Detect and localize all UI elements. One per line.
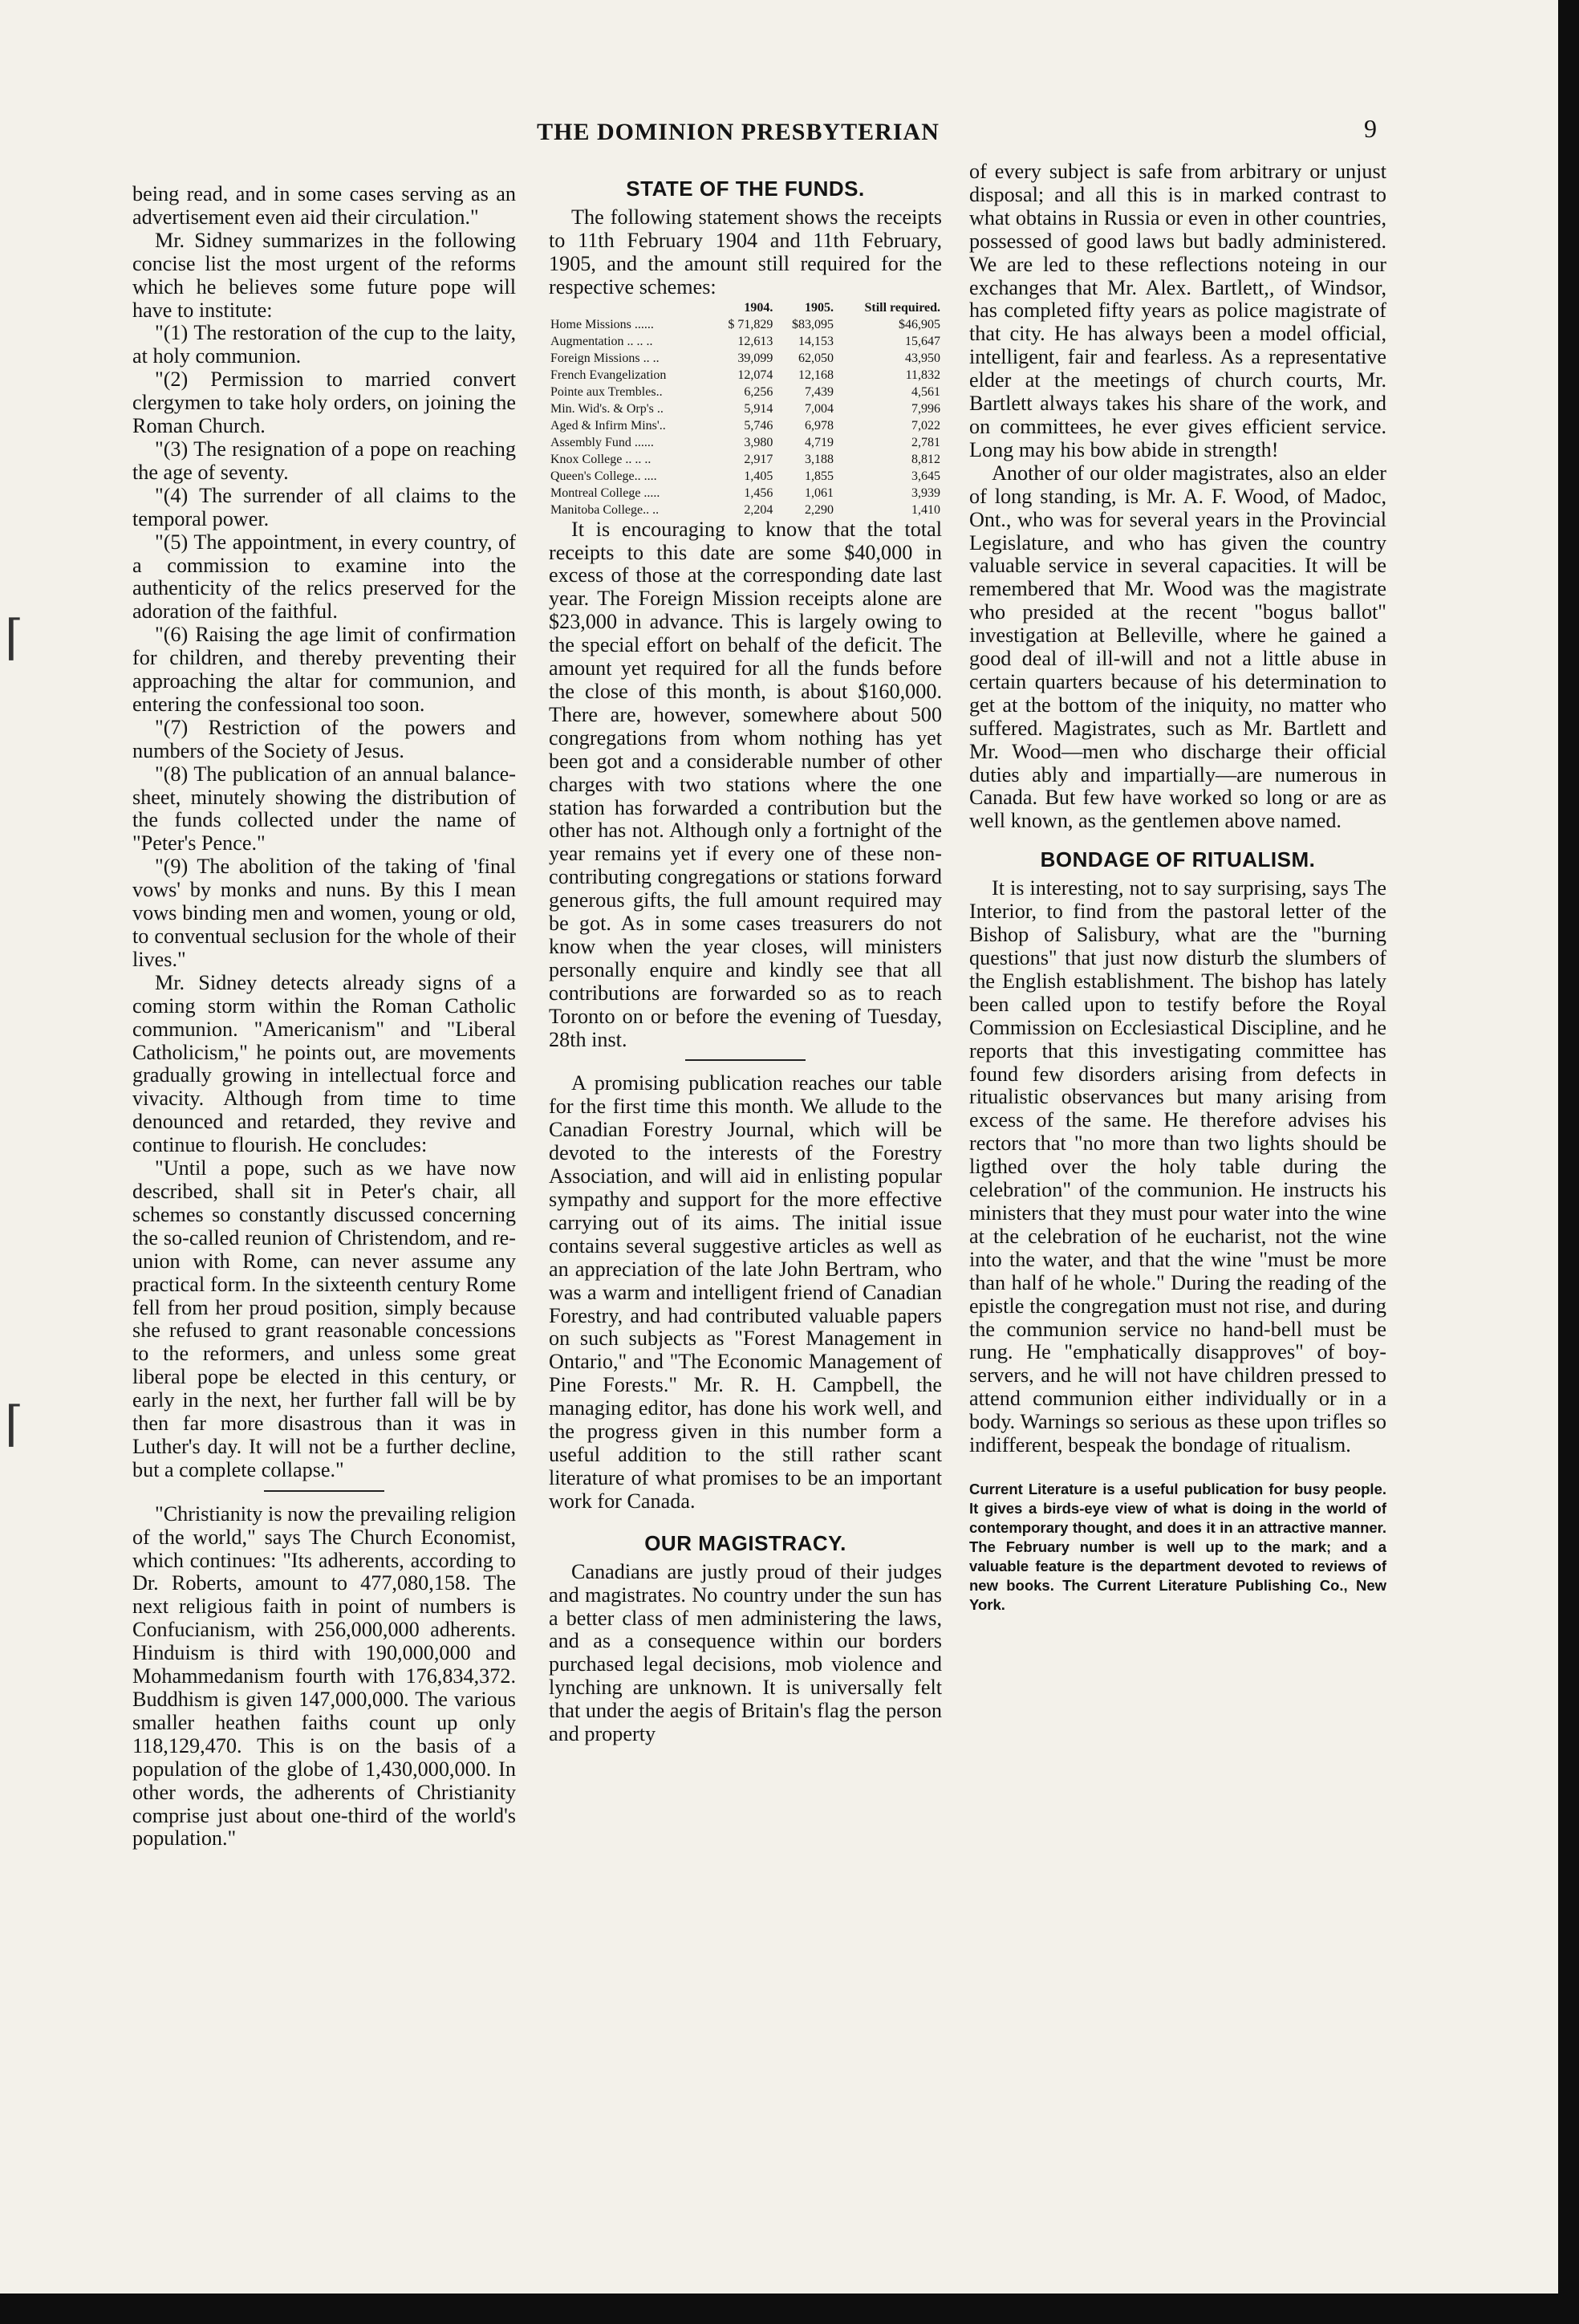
col1-list-item: "(7) Restriction of the powers and numbers of the Society of Jesus. <box>132 715 516 762</box>
col1-list-item: "(9) The abolition of the taking of 'final vows' by monks and nuns. By this I mean vows binding men and women, young or old, to conventual seclusion for the whole of their lives." <box>132 855 516 971</box>
fund-amount-cell: 7,022 <box>911 418 940 433</box>
fund-amount-cell: 1,855 <box>804 469 834 483</box>
fund-amount-cell: 5,914 <box>744 401 773 416</box>
fund-name-cell: Min. Wid's. & Orp's .. <box>550 401 664 416</box>
fund-amount-cell: $ 71,829 <box>728 317 773 331</box>
col2-paragraph: Canadians are justly proud of their judges and magistrates. No country under the sun has a better class of men administering the laws, and as a consequence within our borders purchased legal decisions, mob violence and lynching are unknown. It is universally felt that under the aegis of Britain's flag the person and property <box>549 1559 942 1746</box>
col1-paragraph: "Christianity is now the prevailing religion of the world," says The Church Economist, which continues: "Its adherents, according to Dr. Roberts, amount to 477,080,158. The next religious faith in point of numbers is Confucianism, with 256,000,000 adherents. Hinduism is third with 190,000,000 and Mohammedanism fourth with 176,834,372. Buddhism is given 147,000,000. The various smaller heathen faiths count up only 118,129,470. This is on the basis of a population of the globe of 1,430,000,000. In other words, the adherents of Christianity comprise just about one-third of the world's population." <box>132 1501 516 1851</box>
fund-amount-cell: 4,561 <box>911 384 940 399</box>
col1-quote: "Until a pope, such as we have now described, shall sit in Peter's chair, all schemes so constantly discussed concerning the so-called reunion of Christendom, and re-union with Rome, can never assume any practical form. In the sixteenth century Rome fell from her proud position, simply because she refused to grant reasonable concessions to the reformers, and unless some great liberal pope be elected in this century, or early in the next, her further fall will be by then far more disastrous than it was in Luther's day. It will not be a further decline, but a complete collapse." <box>132 1156 516 1481</box>
fund-amount-cell: $83,095 <box>791 317 834 331</box>
margin-mark-top: ⌈ <box>5 611 24 664</box>
funds-table-row <box>549 502 942 518</box>
fund-name-cell: Pointe aux Trembles.. <box>550 384 663 399</box>
funds-table-header <box>549 299 942 316</box>
fund-amount-cell: 5,746 <box>744 418 773 433</box>
col1-list-item: "(8) The publication of an annual balance-sheet, minutely showing the distribution of the funds collected under the name of "Peter's Pence." <box>132 762 516 855</box>
fund-amount-cell: 43,950 <box>905 351 940 365</box>
funds-header-cell <box>549 299 709 316</box>
funds-table-row <box>549 333 942 350</box>
funds-table-row <box>549 417 942 434</box>
funds-intro: The following statement shows the receipts to 11th February 1904 and 11th February, 1905, and the amount still required for the respective schemes: <box>549 205 942 299</box>
funds-table <box>549 299 942 518</box>
funds-table-row <box>549 384 942 400</box>
fund-amount-cell: 8,812 <box>911 452 940 466</box>
masthead-title: THE DOMINION PRESBYTERIAN <box>537 119 940 145</box>
fund-amount-cell: 3,980 <box>744 435 773 449</box>
fund-amount-cell: 7,996 <box>911 401 940 416</box>
fund-amount-cell: 11,832 <box>905 368 940 382</box>
margin-mark-bottom: ⌈ <box>5 1398 24 1451</box>
fund-amount-cell: 39,099 <box>737 351 773 365</box>
section-divider <box>264 1490 384 1492</box>
fund-amount-cell: 2,917 <box>744 452 773 466</box>
fund-amount-cell: 3,645 <box>911 469 940 483</box>
funds-header-cell: 1905. <box>804 300 834 315</box>
funds-header-cell: Still required. <box>864 300 940 315</box>
fund-amount-cell: 3,188 <box>804 452 834 466</box>
funds-table-row <box>549 485 942 502</box>
heading-bondage-of-ritualism: BONDAGE OF RITUALISM. <box>1040 847 1316 872</box>
funds-table-row <box>549 434 942 451</box>
funds-table-row <box>549 451 942 468</box>
fund-name-cell: Queen's College.. .... <box>550 469 657 483</box>
section-divider <box>685 1059 806 1061</box>
funds-table-row <box>549 400 942 417</box>
col1-paragraph: Mr. Sidney detects already signs of a coming storm within the Roman Catholic communion. "Americanism" and "Liberal Catholicism," he points out, are movements gradually growing in intellectual force and vivacity. Although from time to time denounced and retarded, they revive and continue to flourish. He concludes: <box>132 970 516 1157</box>
funds-table-row <box>549 468 942 485</box>
fund-amount-cell: 12,074 <box>737 368 773 382</box>
scan-edge-right <box>1558 0 1579 2324</box>
fund-amount-cell: 15,647 <box>905 334 940 348</box>
fund-amount-cell: 62,050 <box>798 351 834 365</box>
fund-amount-cell: 1,405 <box>744 469 773 483</box>
funds-header-cell: 1904. <box>744 300 773 315</box>
col2-paragraph: A promising publication reaches our table for the first time this month. We allude to the Canadian Forestry Journal, which will be devoted to the interests of the Forestry Association, and will aid in enlisting popular sympathy and support for the more effective carrying out of its aims. The initial issue contains several suggestive articles as well as an appreciation of the late John Bertram, who was a warm and intelligent friend of Canadian Forestry, and had contributed valuable papers on such subjects as "Forest Management in Ontario," and "The Economic Management of Pine Forests." Mr. R. H. Campbell, the managing editor, has done his work well, and the progress given in this number form a useful addition to the still rather scant literature of what promises to be an important work for Canada. <box>549 1071 942 1513</box>
fund-amount-cell: 12,168 <box>798 368 834 382</box>
heading-our-magistracy: OUR MAGISTRACY. <box>644 1530 846 1555</box>
fund-amount-cell: 3,939 <box>911 486 940 500</box>
column-3 <box>969 160 1386 1615</box>
fund-amount-cell: 4,719 <box>804 435 834 449</box>
funds-table-row <box>549 367 942 384</box>
col3-paragraph: of every subject is safe from arbitrary or unjust disposal; and all this is in marked contrast to what obtains in Russia or even in other countries, possessed of good laws but badly administered. We are led to these reflections noteing in our exchanges that Mr. Alex. Bartlett,, of Windsor, has completed fifty years as police magistrate of that city. He has always been a model official, intelligent, fair and fearless. As a representative elder at the meetings of church courts, Mr. Bartlett always takes his share of the work, and on committees, he ever gives efficient service. Long may his bow abide in strength! <box>969 160 1386 461</box>
col1-list-item: "(3) The resignation of a pope on reaching the age of seventy. <box>132 437 516 484</box>
fund-amount-cell: 7,439 <box>804 384 834 399</box>
current-literature-notice: Current Literature is a useful publication for busy people. It gives a birds-eye view of what is doing in the world of contemporary thought, and does it in an attractive manner. The February number is well up to the mark; and a valuable feature is the department devoted to reviews of new books. The Current Literature Publishing Co., New York. <box>969 1480 1386 1613</box>
fund-amount-cell: 1,061 <box>804 486 834 500</box>
col2-paragraph: It is encouraging to know that the total receipts to this date are some $40,000 in excess of those at the corresponding date last year. The Foreign Mission receipts alone are $23,000 in advance. This is largely owing to the special effort on behalf of the deficit. The amount yet required for all the funds before the close of this month, is about $160,000. There are, however, somewhere about 500 congregations from whom nothing has yet been got and a considerable number of other charges with two stations where the one station has forwarded a contribution but the other has not. Although only a fortnight of the year remains yet if every one of these non-contributing congregations or stations forward generous gifts, the full amount required may be got. As in some cases treasurers do not know when the year closes, will ministers personally enquire and kindly see that all contributions are forwarded so as to reach Toronto on or before the evening of Tuesday, 28th inst. <box>549 517 942 1051</box>
col1-list-item: "(5) The appointment, in every country, of a commission to examine into the authenticity of the relics preserved for the adoration of the faithful. <box>132 530 516 624</box>
fund-amount-cell: $46,905 <box>899 317 940 331</box>
col1-list-item: "(6) Raising the age limit of confirmation for children, and thereby preventing their approaching the altar for communion, and entering the confessional too soon. <box>132 623 516 716</box>
scan-edge-bottom <box>0 2294 1579 2324</box>
fund-amount-cell: 7,004 <box>804 401 834 416</box>
col1-list-item: "(4) The surrender of all claims to the temporal power. <box>132 483 516 530</box>
col3-paragraph: It is interesting, not to say surprising, says The Interior, to find from the pastoral letter of the Bishop of Salisbury, what are the "burning questions" that just now disturb the slumbers of the English establishment. The bishop has lately been called upon to testify before the Royal Commission on Ecclesiastical Discipline, and he reports that this investigating committee has found few disorders arising from defects in ritualistic observances but many arising from excess of the same. He therefore advises his rectors that "no more than two lights should be ligthed over the holy table during the celebration" of the communion. He instructs his ministers that they must pour water into the wine at the celebration of he eucharist, not the wine into the water, and that the wine "must be more than half of he whole." During the reading of the epistle the congregation must not rise, and during the communion service no hand-bell must be rung. He "emphatically disapproves" of boy-servers, and he will not have children pressed to attend communion either individually or in a body. Warnings so serious as these upon trifles so indifferent, bespeak the bondage of ritualism. <box>969 876 1386 1457</box>
fund-name-cell: Montreal College ..... <box>550 486 660 500</box>
fund-name-cell: Manitoba College.. .. <box>550 502 660 517</box>
funds-table-row <box>549 350 942 367</box>
fund-amount-cell: 14,153 <box>798 334 834 348</box>
fund-amount-cell: 2,204 <box>744 502 773 517</box>
fund-amount-cell: 1,456 <box>744 486 773 500</box>
fund-amount-cell: 6,978 <box>804 418 834 433</box>
fund-amount-cell: 6,256 <box>744 384 773 399</box>
col1-list-item: "(2) Permission to married convert clergymen to take holy orders, on joining the Roman Church. <box>132 368 516 438</box>
column-1 <box>132 183 516 1851</box>
col1-list-item: "(1) The restoration of the cup to the laity, at holy communion. <box>132 321 516 368</box>
fund-name-cell: Augmentation .. .. .. <box>550 334 653 348</box>
fund-name-cell: Aged & Infirm Mins'.. <box>550 418 666 433</box>
col1-paragraph: being read, and in some cases serving as an advertisement even aid their circulation." <box>132 182 516 229</box>
fund-name-cell: French Evangelization <box>550 368 667 382</box>
fund-name-cell: Home Missions ...... <box>550 317 654 331</box>
fund-amount-cell: 12,613 <box>737 334 773 348</box>
fund-name-cell: Assembly Fund ...... <box>550 435 654 449</box>
fund-amount-cell: 2,781 <box>911 435 940 449</box>
fund-amount-cell: 2,290 <box>804 502 834 517</box>
fund-name-cell: Knox College .. .. .. <box>550 452 651 466</box>
fund-name-cell: Foreign Missions .. .. <box>550 351 660 365</box>
column-2 <box>549 177 942 1746</box>
heading-state-of-funds: STATE OF THE FUNDS. <box>626 177 865 201</box>
funds-table-row <box>549 316 942 333</box>
fund-amount-cell: 1,410 <box>911 502 940 517</box>
page-number: 9 <box>1364 114 1377 143</box>
col3-paragraph: Another of our older magistrates, also an elder of long standing, is Mr. A. F. Wood, of Madoc, Ont., who was for several years in the Provincial Legislature, and who has given the country valuable service in several capacities. It will be remembered that Mr. Wood was the magistrate who presided at the recent "bogus ballot" investigation at Belleville, where he gained a good deal of ill-will and not a little abuse in certain quarters because of his determination to get at the bottom of the iniquity, no matter who suffered. Magistrates, such as Mr. Bartlett and Mr. Wood—men who discharge their official duties ably and impartially—are numerous in Canada. But few have worked so long or are as well known, as the gentlemen above named. <box>969 461 1386 833</box>
col1-paragraph: Mr. Sidney summarizes in the following concise list the most urgent of the reforms which he believes some future pope will have to institute: <box>132 228 516 322</box>
